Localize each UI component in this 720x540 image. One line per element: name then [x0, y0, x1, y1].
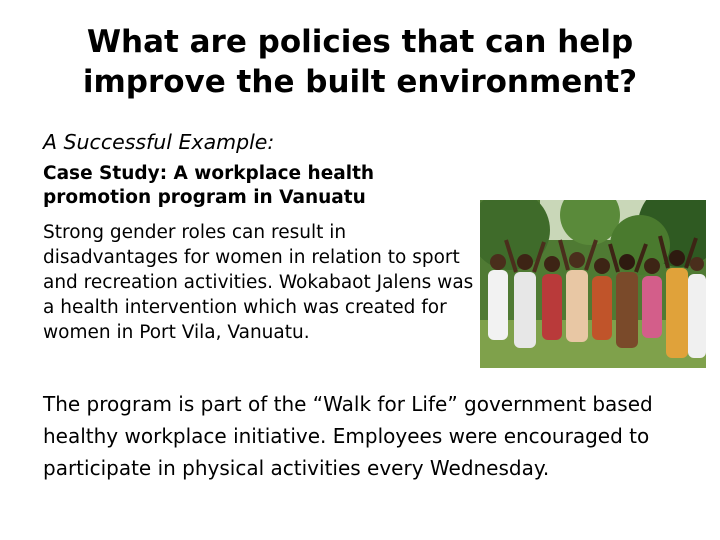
- paragraph-program: The program is part of the “Walk for Life” government based healthy workplace initiative. Employees were encouraged to participate in physical activities every Wednesday.: [43, 392, 653, 480]
- case-study-title: Case Study: A workplace health promotion program in Vanuatu: [43, 163, 375, 208]
- group-photo: [480, 200, 706, 368]
- slide-title: What are policies that can help improve the built environment?: [82, 24, 638, 100]
- subtitle: A Successful Example:: [43, 130, 275, 154]
- paragraph-intro: Strong gender roles can result in disadvantages for women in relation to sport and recreation activities. Wokabaot Jalens was a health intervention which was created for women in Port Vila, Vanuatu.: [43, 222, 474, 343]
- group-photo-illustration: [480, 200, 706, 368]
